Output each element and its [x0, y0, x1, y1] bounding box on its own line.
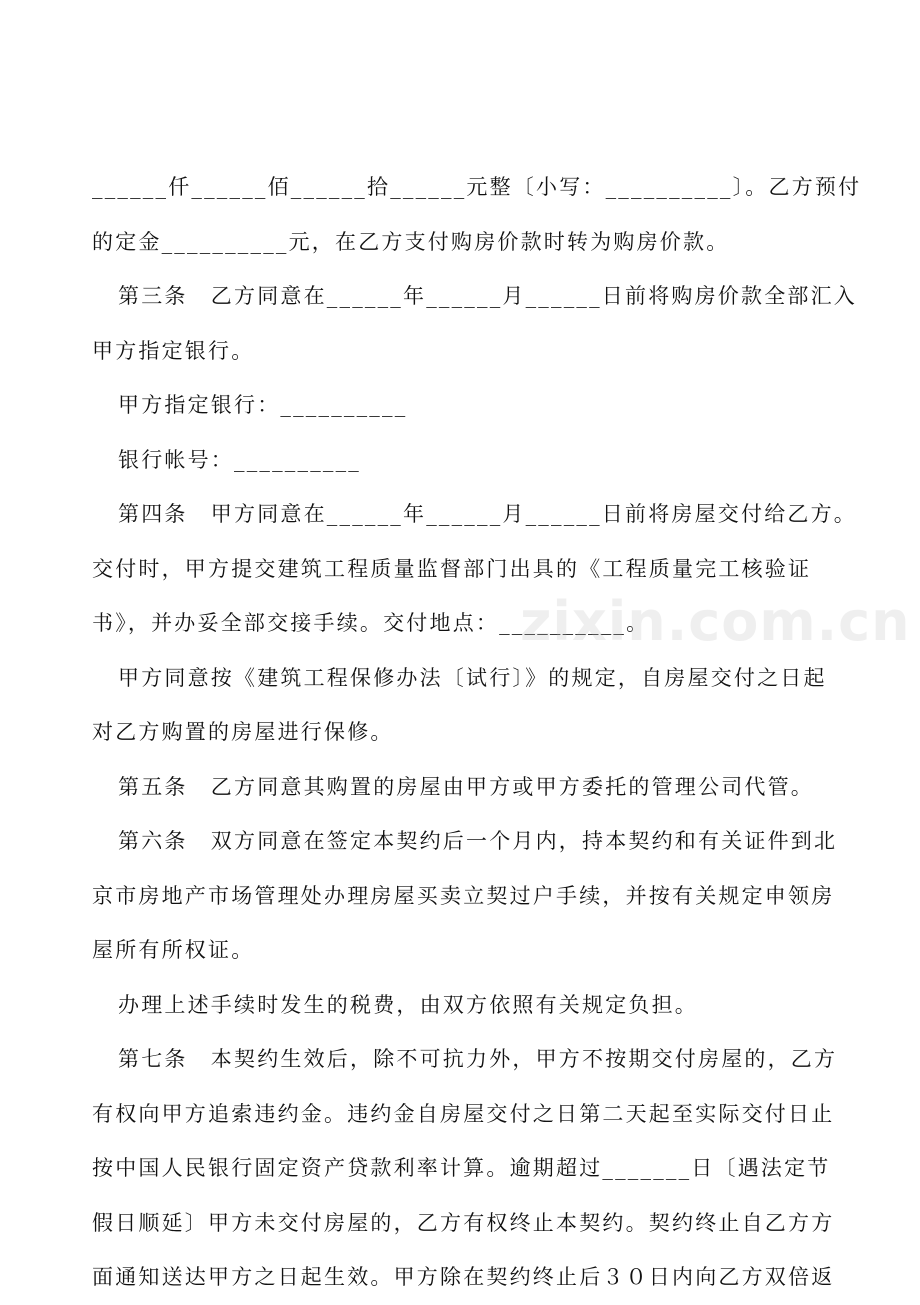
text-line-2: 的定金__________元，在乙方支付购房价款时转为购房价款。: [92, 229, 730, 254]
warranty-line-2: 对乙方购置的房屋进行保修。: [92, 720, 394, 744]
article-6-line-2: 京市房地产市场管理处办理房屋买卖立契过户手续，并按有关规定申领房: [92, 883, 835, 908]
article-4-line-1: 第四条 甲方同意在______年______月______日前将房屋交付给乙方。: [118, 502, 857, 526]
article-7-line-4: 假日顺延〕甲方未交付房屋的，乙方有权终止本契约。契约终止自乙方方: [92, 1210, 835, 1235]
article-7-line-5: 面通知送达甲方之日起生效。甲方除在契约终止后３０日内向乙方双倍返: [92, 1265, 835, 1289]
designated-bank-field: 甲方指定银行：__________: [118, 393, 408, 417]
article-7-line-2: 有权向甲方追索违约金。违约金自房屋交付之日第二天起至实际交付日止: [92, 1101, 835, 1126]
contract-text: [92, 160, 862, 1305]
article-3-line-2: 甲方指定银行。: [92, 338, 255, 363]
warranty-line-1: 甲方同意按《建筑工程保修办法〔试行〕》的规定，自房屋交付之日起: [118, 665, 827, 690]
bank-account-field: 银行帐号：__________: [118, 447, 361, 472]
taxes-line-1: 办理上述手续时发生的税费，由双方依照有关规定负担。: [118, 992, 698, 1017]
article-7-line-1: 第七条 本契约生效后，除不可抗力外，甲方不按期交付房屋的，乙方: [118, 1047, 838, 1071]
article-3-line-1: 第三条 乙方同意在______年______月______日前将购房价款全部汇入: [118, 284, 857, 308]
article-5-line-1: 第五条 乙方同意其购置的房屋由甲方或甲方委托的管理公司代管。: [118, 774, 814, 799]
article-6-line-3: 屋所有所权证。: [92, 938, 255, 962]
article-6-line-1: 第六条 双方同意在签定本契约后一个月内，持本契约和有关证件到北: [118, 829, 838, 853]
article-4-line-3: 书》，并办妥全部交接手续。交付地点：__________。: [92, 611, 650, 635]
article-7-line-3: 按中国人民银行固定资产贷款利率计算。逾期超过_______日〔遇法定节: [92, 1156, 831, 1180]
article-4-line-2: 交付时，甲方提交建筑工程质量监督部门出具的《工程质量完工核验证: [92, 556, 812, 581]
text-line-1: ______仟______佰______拾______元整〔小写：__________〕。乙方预付: [92, 175, 862, 199]
watermark: zixin.com.cn: [520, 590, 911, 653]
